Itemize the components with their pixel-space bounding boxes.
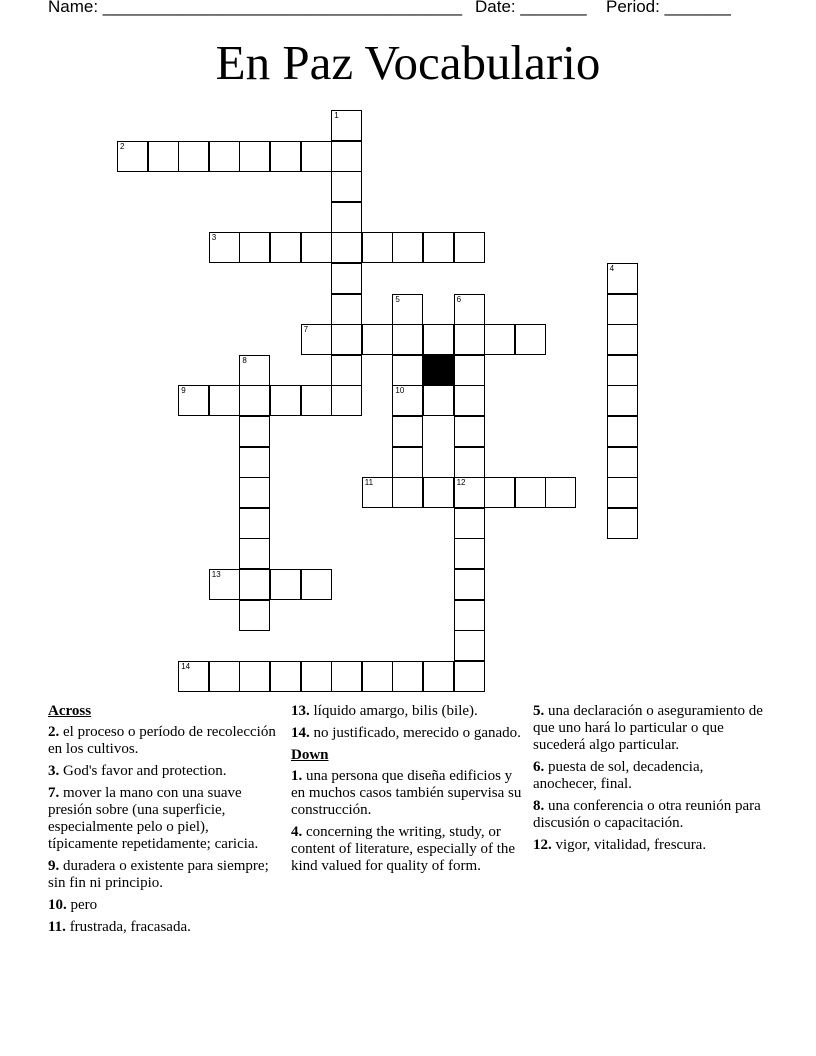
- grid-cell[interactable]: [607, 447, 638, 478]
- clue-number: 3: [211, 233, 217, 243]
- down-clue-1: 1. una persona que diseña edificios y en muchos casos también supervisa su construcción.: [291, 768, 522, 818]
- clue-number: 13: [211, 570, 221, 579]
- clues-column-3: [533, 703, 765, 859]
- grid-cell[interactable]: [454, 294, 485, 325]
- clue-number: 7: [303, 325, 309, 335]
- grid-cell[interactable]: [270, 232, 301, 263]
- down-clue-6: 6. puesta de sol, decadencia, anochecer, final.: [533, 759, 704, 792]
- grid-cell[interactable]: [301, 385, 332, 416]
- grid-cell[interactable]: [301, 324, 332, 355]
- grid-cell[interactable]: [607, 477, 638, 508]
- grid-cell[interactable]: [209, 385, 240, 416]
- grid-cell[interactable]: [331, 171, 362, 202]
- grid-cell[interactable]: [454, 630, 485, 661]
- grid-cell[interactable]: [423, 661, 454, 692]
- across-clue-7: 7. mover la mano con una suave presión sobre (una superficie, especialmente pelo o piel), típicamente repetidamente; caricia.: [48, 785, 259, 852]
- grid-cell[interactable]: [392, 324, 423, 355]
- grid-cell[interactable]: [209, 569, 240, 600]
- name-field-label[interactable]: Name: ______________________________________: [48, 0, 463, 16]
- grid-cell[interactable]: [392, 416, 423, 447]
- across-heading: Across: [48, 703, 92, 719]
- grid-cell[interactable]: [454, 385, 485, 416]
- across-clue-11: 11. frustrada, fracasada.: [48, 919, 191, 935]
- date-field-label[interactable]: Date: _______: [475, 0, 587, 16]
- grid-cell[interactable]: [515, 324, 546, 355]
- period-field-label[interactable]: Period: _______: [606, 0, 731, 16]
- grid-cell[interactable]: [239, 661, 270, 692]
- down-clue-12: 12. vigor, vitalidad, frescura.: [533, 837, 707, 853]
- grid-cell[interactable]: [454, 538, 485, 569]
- grid-cell[interactable]: [392, 294, 423, 325]
- clue-number: 10: [395, 386, 405, 396]
- grid-cell[interactable]: [331, 110, 362, 141]
- grid-cell[interactable]: [362, 477, 393, 508]
- grid-cell[interactable]: [301, 232, 332, 263]
- grid-cell[interactable]: [607, 263, 638, 294]
- grid-cell[interactable]: [454, 661, 485, 692]
- clue-number: 5: [395, 294, 400, 304]
- grid-cell[interactable]: [454, 324, 485, 355]
- grid-cell[interactable]: [117, 141, 148, 172]
- grid-cell[interactable]: [392, 355, 423, 386]
- grid-cell[interactable]: [362, 661, 393, 692]
- clue-number: 6: [456, 294, 462, 304]
- grid-cell[interactable]: [239, 447, 270, 478]
- grid-cell[interactable]: [239, 600, 270, 631]
- grid-cell[interactable]: [392, 232, 423, 263]
- grid-cell[interactable]: [178, 661, 209, 692]
- grid-cell[interactable]: [423, 385, 454, 416]
- clue-number: 14: [181, 661, 191, 671]
- across-clue-9: 9. duradera o existente para siempre; sin fin ni principio.: [48, 858, 269, 891]
- grid-cell[interactable]: [270, 569, 301, 600]
- grid-cell[interactable]: [423, 324, 454, 355]
- grid-cell[interactable]: [239, 508, 270, 539]
- grid-cell[interactable]: [454, 600, 485, 631]
- grid-cell[interactable]: [515, 477, 546, 508]
- grid-cell[interactable]: [362, 232, 393, 263]
- grid-cell[interactable]: [209, 141, 240, 172]
- down-heading: Down: [291, 747, 329, 763]
- down-clue-5: 5. una declaración o aseguramiento de que uno hará lo particular o que sucederá algo particular.: [533, 703, 763, 753]
- black-cell: [423, 355, 454, 386]
- grid-cell[interactable]: [331, 661, 362, 692]
- grid-cell[interactable]: [331, 385, 362, 416]
- clue-number: 2: [120, 141, 125, 151]
- grid-cell[interactable]: [178, 385, 209, 416]
- grid-cell[interactable]: [454, 232, 485, 263]
- across-clue-14: 14. no justificado, merecido o ganado.: [291, 725, 521, 741]
- grid-cell[interactable]: [301, 661, 332, 692]
- grid-cell[interactable]: [423, 477, 454, 508]
- grid-cell[interactable]: [239, 355, 270, 386]
- grid-cell[interactable]: [392, 477, 423, 508]
- grid-cell[interactable]: [239, 385, 270, 416]
- grid-cell[interactable]: [484, 324, 515, 355]
- grid-cell[interactable]: [209, 232, 240, 263]
- grid-cell[interactable]: [270, 385, 301, 416]
- grid-cell[interactable]: [331, 294, 362, 325]
- grid-cell[interactable]: [178, 141, 209, 172]
- grid-cell[interactable]: [239, 232, 270, 263]
- grid-cell[interactable]: [209, 661, 240, 692]
- clue-number: 1: [334, 111, 339, 120]
- grid-cell[interactable]: [423, 232, 454, 263]
- grid-cell[interactable]: [301, 569, 332, 600]
- across-clue-10: 10. pero: [48, 897, 98, 913]
- grid-cell[interactable]: [454, 355, 485, 386]
- clue-number: 8: [242, 355, 247, 365]
- grid-cell[interactable]: [362, 324, 393, 355]
- grid-cell[interactable]: [301, 141, 332, 172]
- grid-cell[interactable]: [148, 141, 179, 172]
- clue-number: 9: [181, 386, 186, 396]
- grid-cell[interactable]: [607, 385, 638, 416]
- grid-cell[interactable]: [454, 477, 485, 508]
- grid-cell[interactable]: [392, 661, 423, 692]
- grid-cell[interactable]: [331, 232, 362, 263]
- grid-cell[interactable]: [239, 538, 270, 569]
- across-clue-13: 13. líquido amargo, bilis (bile).: [291, 703, 478, 719]
- grid-cell[interactable]: [331, 263, 362, 294]
- down-clue-4: 4. concerning the writing, study, or content of literature, especially of the kind valued for quality of form.: [291, 824, 516, 874]
- grid-cell[interactable]: [392, 385, 423, 416]
- grid-cell[interactable]: [607, 508, 638, 539]
- grid-cell[interactable]: [331, 202, 362, 233]
- grid-cell[interactable]: [270, 141, 301, 172]
- grid-cell[interactable]: [239, 569, 270, 600]
- grid-cell[interactable]: [239, 141, 270, 172]
- clues-column-2: [291, 703, 523, 880]
- grid-cell[interactable]: [239, 477, 270, 508]
- grid-cell[interactable]: [270, 661, 301, 692]
- grid-cell[interactable]: [607, 416, 638, 447]
- grid-cell[interactable]: [239, 416, 270, 447]
- across-clue-2: 2. el proceso o período de recolección en los cultivos.: [48, 724, 276, 757]
- clue-number: 12: [456, 478, 466, 488]
- across-clue-3: 3. God's favor and protection.: [48, 763, 227, 779]
- grid-cell[interactable]: [454, 447, 485, 478]
- grid-cell[interactable]: [545, 477, 576, 508]
- page-title: En Paz Vocabulario: [215, 35, 601, 90]
- grid-cell[interactable]: [454, 569, 485, 600]
- grid-cell[interactable]: [607, 324, 638, 355]
- grid-cell[interactable]: [454, 416, 485, 447]
- grid-cell[interactable]: [331, 141, 362, 172]
- clue-number: 4: [609, 264, 615, 273]
- clue-number: 11: [364, 478, 374, 488]
- clues-column-1: [48, 703, 280, 941]
- grid-cell[interactable]: [331, 355, 362, 386]
- grid-cell[interactable]: [454, 508, 485, 539]
- grid-cell[interactable]: [607, 294, 638, 325]
- grid-cell[interactable]: [331, 324, 362, 355]
- grid-cell[interactable]: [607, 355, 638, 386]
- grid-cell[interactable]: [392, 447, 423, 478]
- down-clue-8: 8. una conferencia o otra reunión para discusión o capacitación.: [533, 798, 761, 831]
- grid-cell[interactable]: [484, 477, 515, 508]
